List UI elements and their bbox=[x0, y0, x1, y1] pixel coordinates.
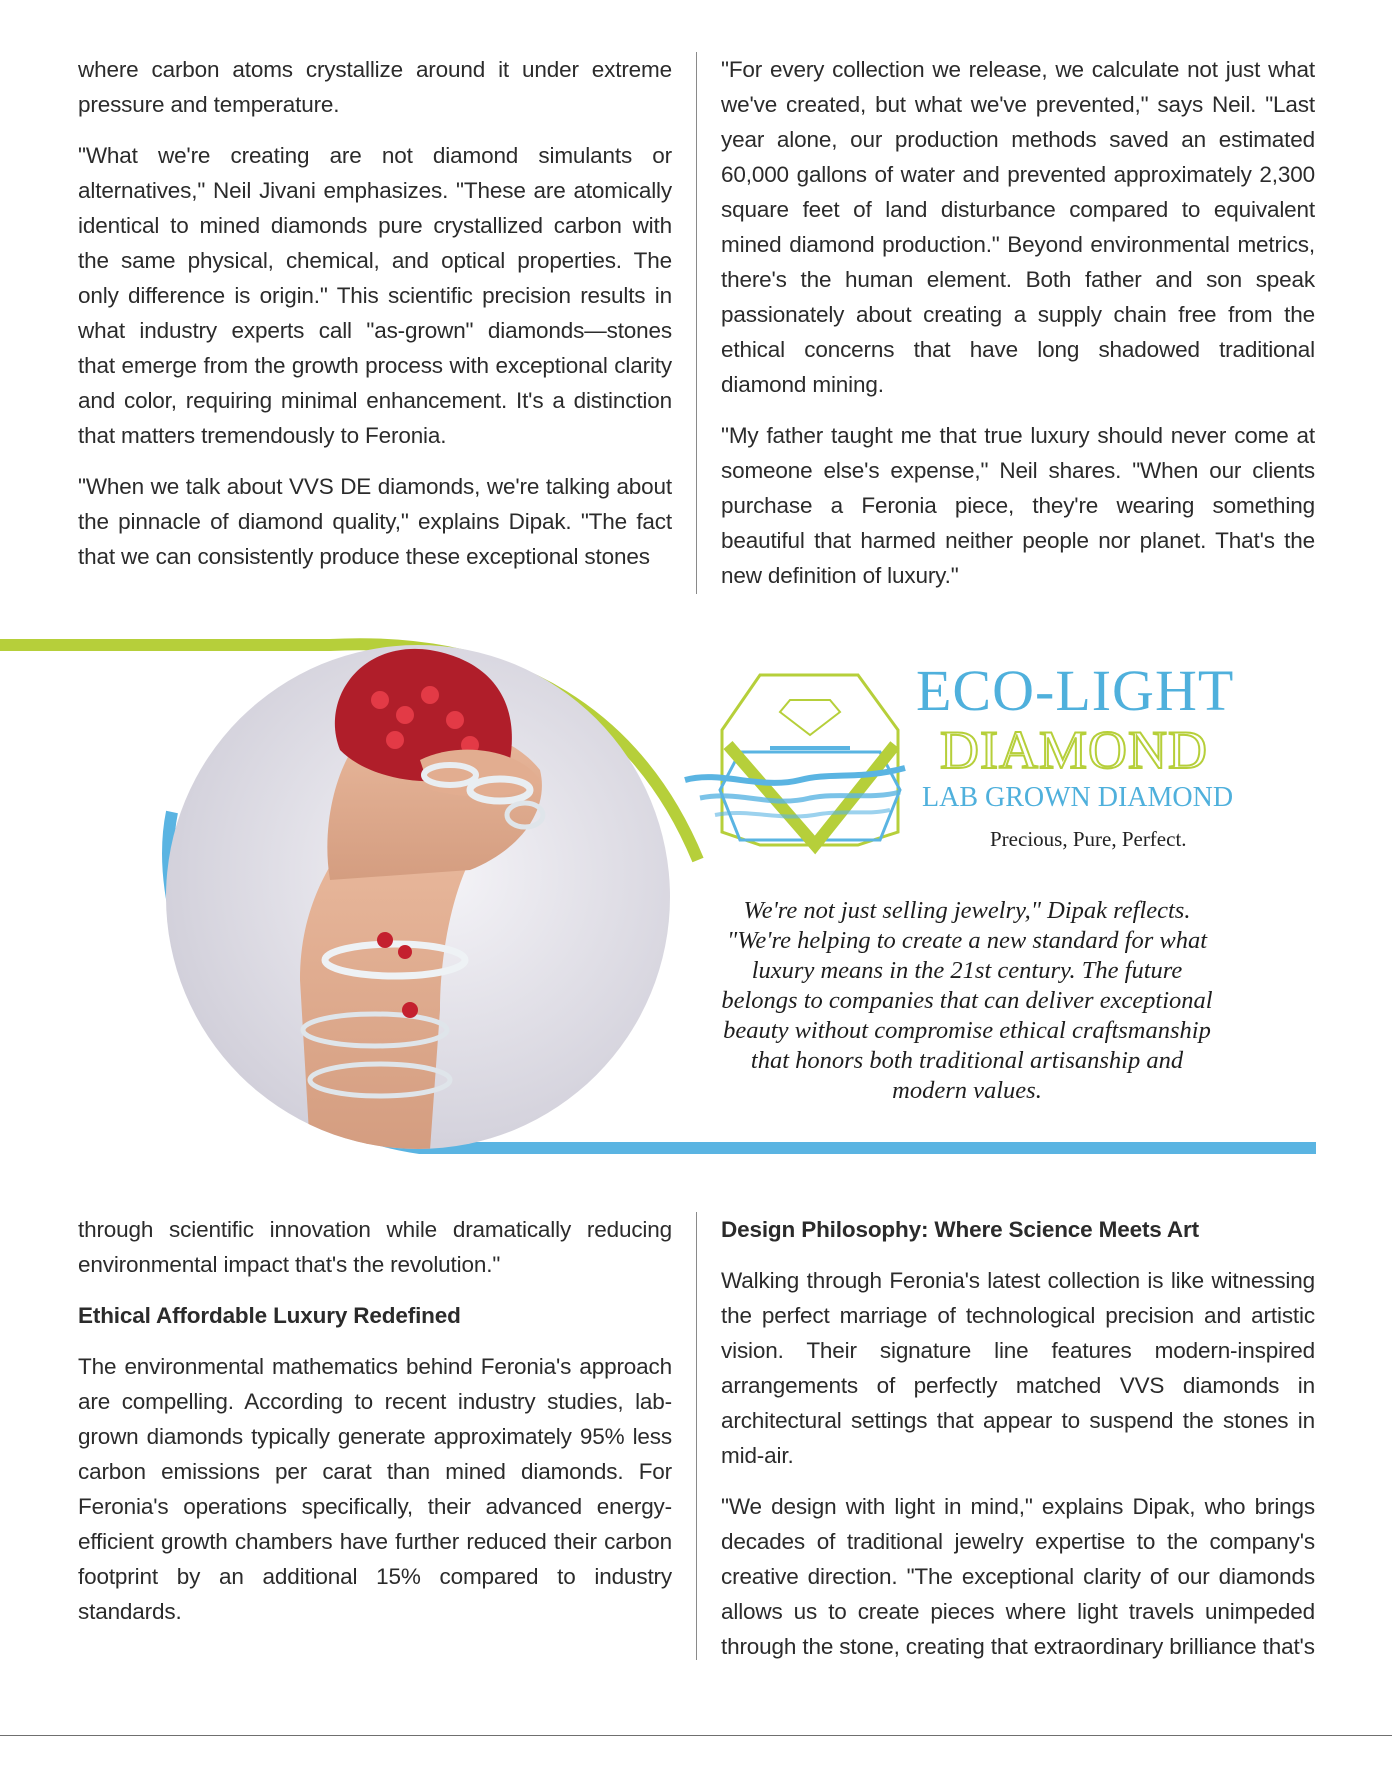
bottom-right-column bbox=[721, 1212, 1315, 1680]
logo-line-diamond: DIAMOND bbox=[940, 720, 1208, 780]
logo-line-eco-light: ECO-LIGHT bbox=[916, 658, 1235, 723]
paragraph: through scientific innovation while dramatically reducing environmental impact that's the revolution." bbox=[78, 1217, 672, 1277]
footer-rule bbox=[0, 1735, 1392, 1736]
top-right-column bbox=[721, 52, 1315, 609]
paragraph: "For every collection we release, we calculate not just what we've created, but what we've prevented," says Neil. "Last year alone, our production methods saved an estimated 60,000 gallons of water and prevented approximately 2,300 square feet of land disturbance compared to equivalent mined diamond production." Beyond environmental metrics, there's the human element. Both father and son speak passionately about creating a supply chain free from the ethical concerns that have long shadowed traditional diamond mining. bbox=[721, 57, 1315, 397]
section-heading: Design Philosophy: Where Science Meets Art bbox=[721, 1217, 1199, 1242]
paragraph: "We design with light in mind," explains Dipak, who brings decades of traditional jewelry expertise to the company's creative direction. "The exceptional clarity of our diamonds allows us to create pieces where light travels unimpeded through the stone, creating that extraordinary brilliance that's bbox=[721, 1494, 1315, 1659]
paragraph: "My father taught me that true luxury should never come at someone else's expense," Neil shares. "When our clients purchase a Feronia piece, they're wearing something beautiful that harmed neither people nor planet. That's the new definition of luxury." bbox=[721, 423, 1315, 588]
paragraph: "What we're creating are not diamond simulants or alternatives," Neil Jivani emphasizes. "These are atomically identical to mined diamonds pure crystallized carbon with the same physical, chemical, and optical properties. The only difference is origin." This scientific precision results in what industry experts call "as-grown" diamonds—stones that emerge from the growth process with exceptional clarity and color, requiring minimal enhancement. It's a distinction that matters tremendously to Feronia. bbox=[78, 143, 672, 448]
section-heading: Ethical Affordable Luxury Redefined bbox=[78, 1303, 461, 1328]
paragraph: The environmental mathematics behind Feronia's approach are compelling. According to recent industry studies, lab-grown diamonds typically generate approximately 95% less carbon emissions per carat than mined diamonds. For Feronia's operations specifically, their advanced energy-efficient growth chambers have further reduced their carbon footprint by an additional 15% compared to industry standards. bbox=[78, 1354, 672, 1624]
bottom-left-column bbox=[78, 1212, 672, 1645]
pull-quote: We're not just selling jewelry," Dipak reflects. "We're helping to create a new standard for what luxury means in the 21st century. The future belongs to companies that can deliver exceptional beauty without compromise ethical craftsmanship that honors both traditional artisanship and modern values. bbox=[721, 897, 1213, 1104]
paragraph: where carbon atoms crystallize around it under extreme pressure and temperature. bbox=[78, 57, 672, 117]
eco-light-emblem-icon bbox=[685, 675, 905, 845]
column-divider bbox=[696, 1212, 697, 1660]
logo-line-lab-grown: LAB GROWN DIAMOND bbox=[922, 782, 1234, 813]
top-left-column bbox=[78, 52, 672, 590]
paragraph: Walking through Feronia's latest collection is like witnessing the perfect marriage of technological precision and artistic vision. Their signature line features modern-inspired arrangements of perfectly matched VVS diamonds in architectural settings that appear to suspend the stones in mid-air. bbox=[721, 1268, 1315, 1468]
paragraph: "When we talk about VVS DE diamonds, we're talking about the pinnacle of diamond quality," explains Dipak. "The fact that we can consistently produce these exceptional stones bbox=[78, 474, 672, 569]
column-divider bbox=[696, 52, 697, 594]
logo-tagline: Precious, Pure, Perfect. bbox=[990, 827, 1187, 851]
